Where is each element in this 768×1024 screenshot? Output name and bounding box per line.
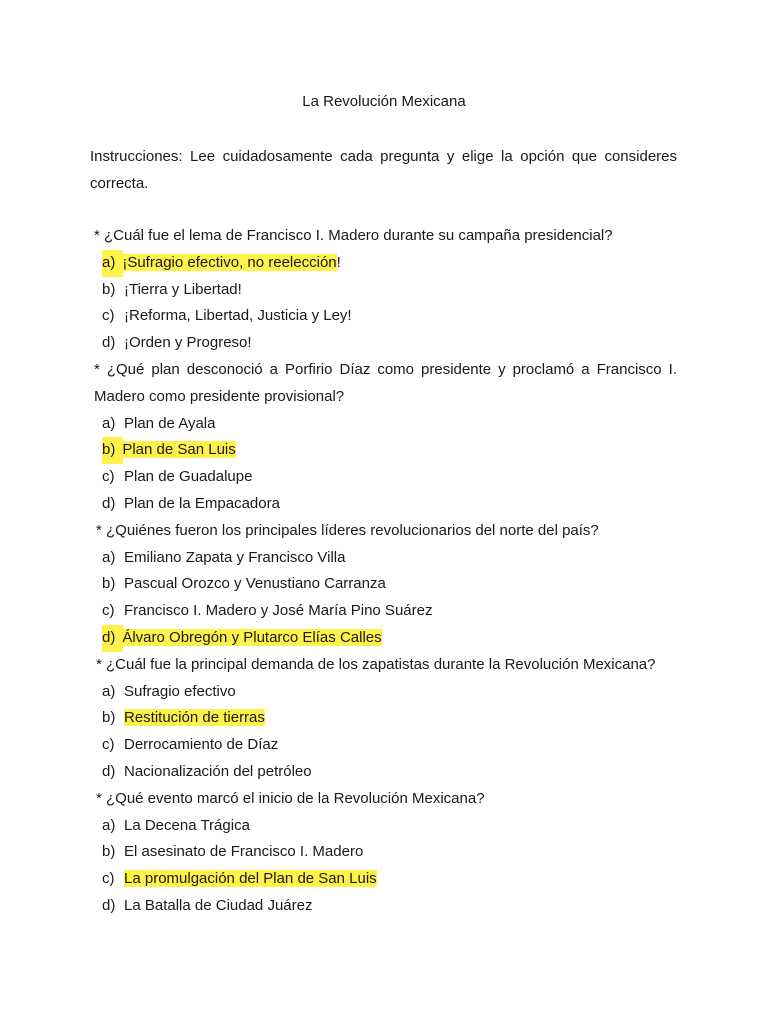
- question-text: * ¿Qué evento marcó el inicio de la Revolución Mexicana?: [96, 789, 485, 807]
- option-text: El asesinato de Francisco I. Madero: [124, 843, 364, 861]
- option-letter: a): [102, 414, 116, 432]
- answer-option: [90, 893, 677, 920]
- option-letter: d): [102, 334, 116, 352]
- question-block: [90, 786, 677, 920]
- highlighted-answer-text: La promulgación del Plan de San Luis: [124, 870, 377, 888]
- option-text: Nacionalización del petróleo: [124, 762, 312, 780]
- option-letter: b): [102, 437, 123, 464]
- answer-option: [90, 277, 677, 304]
- question-text: * ¿Quiénes fueron los principales líderes revolucionarios del norte del país?: [96, 521, 599, 539]
- document-title: La Revolución Mexicana: [302, 93, 466, 110]
- answer-option: [90, 545, 677, 572]
- option-text: Emiliano Zapata y Francisco Villa: [124, 548, 346, 566]
- answer-option: [90, 839, 677, 866]
- answer-option: [90, 625, 677, 652]
- answer-option: [90, 303, 677, 330]
- option-text: Francisco I. Madero y José María Pino Suárez: [124, 602, 433, 620]
- option-text: ¡Orden y Progreso!: [124, 334, 252, 352]
- option-letter: b): [102, 280, 116, 298]
- option-text: Plan de la Empacadora: [124, 494, 280, 512]
- option-letter: c): [102, 602, 115, 620]
- option-letter: b): [102, 843, 116, 861]
- question-text: * ¿Qué plan desconoció a Porfirio Díaz como presidente y proclamó a Francisco I. Madero como presidente provisional?: [94, 360, 677, 405]
- answer-option: [90, 491, 677, 518]
- option-letter: d): [102, 896, 116, 914]
- answer-option: [90, 330, 677, 357]
- option-letter: c): [102, 870, 115, 888]
- option-letter: a): [102, 250, 123, 277]
- answer-option: [90, 411, 677, 438]
- option-letter: a): [102, 816, 116, 834]
- option-letter: c): [102, 736, 115, 754]
- option-suffix: !: [336, 253, 341, 271]
- highlighted-answer-text: Álvaro Obregón y Plutarco Elías Calles: [122, 628, 382, 646]
- option-letter: d): [102, 494, 116, 512]
- option-text: ¡Reforma, Libertad, Justicia y Ley!: [124, 307, 352, 325]
- option-letter: b): [102, 575, 116, 593]
- question-text: * ¿Cuál fue el lema de Francisco I. Madero durante su campaña presidencial?: [94, 227, 613, 244]
- option-text: ¡Tierra y Libertad!: [124, 280, 242, 298]
- option-text: Plan de Ayala: [124, 414, 216, 432]
- answer-option: [90, 679, 677, 706]
- highlighted-answer-text: Plan de San Luis: [122, 441, 236, 459]
- option-text: La Decena Trágica: [124, 816, 250, 834]
- answer-option: [90, 598, 677, 625]
- option-text: Pascual Orozco y Venustiano Carranza: [124, 575, 386, 593]
- highlighted-answer-text: Restitución de tierras: [124, 709, 265, 727]
- option-letter: d): [102, 762, 116, 780]
- option-letter: d): [102, 625, 123, 652]
- question-block: [90, 518, 677, 652]
- answer-option: [90, 866, 677, 893]
- question-block: [90, 223, 677, 357]
- answer-option: [90, 464, 677, 491]
- answer-option: [90, 759, 677, 786]
- question-block: [90, 652, 677, 786]
- option-text: Derrocamiento de Díaz: [124, 736, 279, 754]
- answer-option: [90, 705, 677, 732]
- option-text: La Batalla de Ciudad Juárez: [124, 896, 313, 914]
- option-letter: b): [102, 709, 116, 727]
- answer-option: [90, 732, 677, 759]
- option-letter: a): [102, 548, 116, 566]
- option-letter: a): [102, 682, 116, 700]
- questions-list: [90, 223, 677, 920]
- question-block: [90, 357, 677, 518]
- option-text: Sufragio efectivo: [124, 682, 236, 700]
- option-letter: c): [102, 468, 115, 486]
- question-text: * ¿Cuál fue la principal demanda de los zapatistas durante la Revolución Mexicana?: [96, 655, 656, 673]
- answer-option: [90, 250, 677, 277]
- highlighted-answer-text: ¡Sufragio efectivo, no reelección: [122, 253, 337, 271]
- answer-option: [90, 813, 677, 840]
- option-letter: c): [102, 307, 115, 325]
- answer-option: [90, 571, 677, 598]
- answer-option: [90, 437, 677, 464]
- option-text: Plan de Guadalupe: [124, 468, 253, 486]
- instructions-paragraph: Instrucciones: Lee cuidadosamente cada pregunta y elige la opción que consideres correcta.: [90, 148, 677, 192]
